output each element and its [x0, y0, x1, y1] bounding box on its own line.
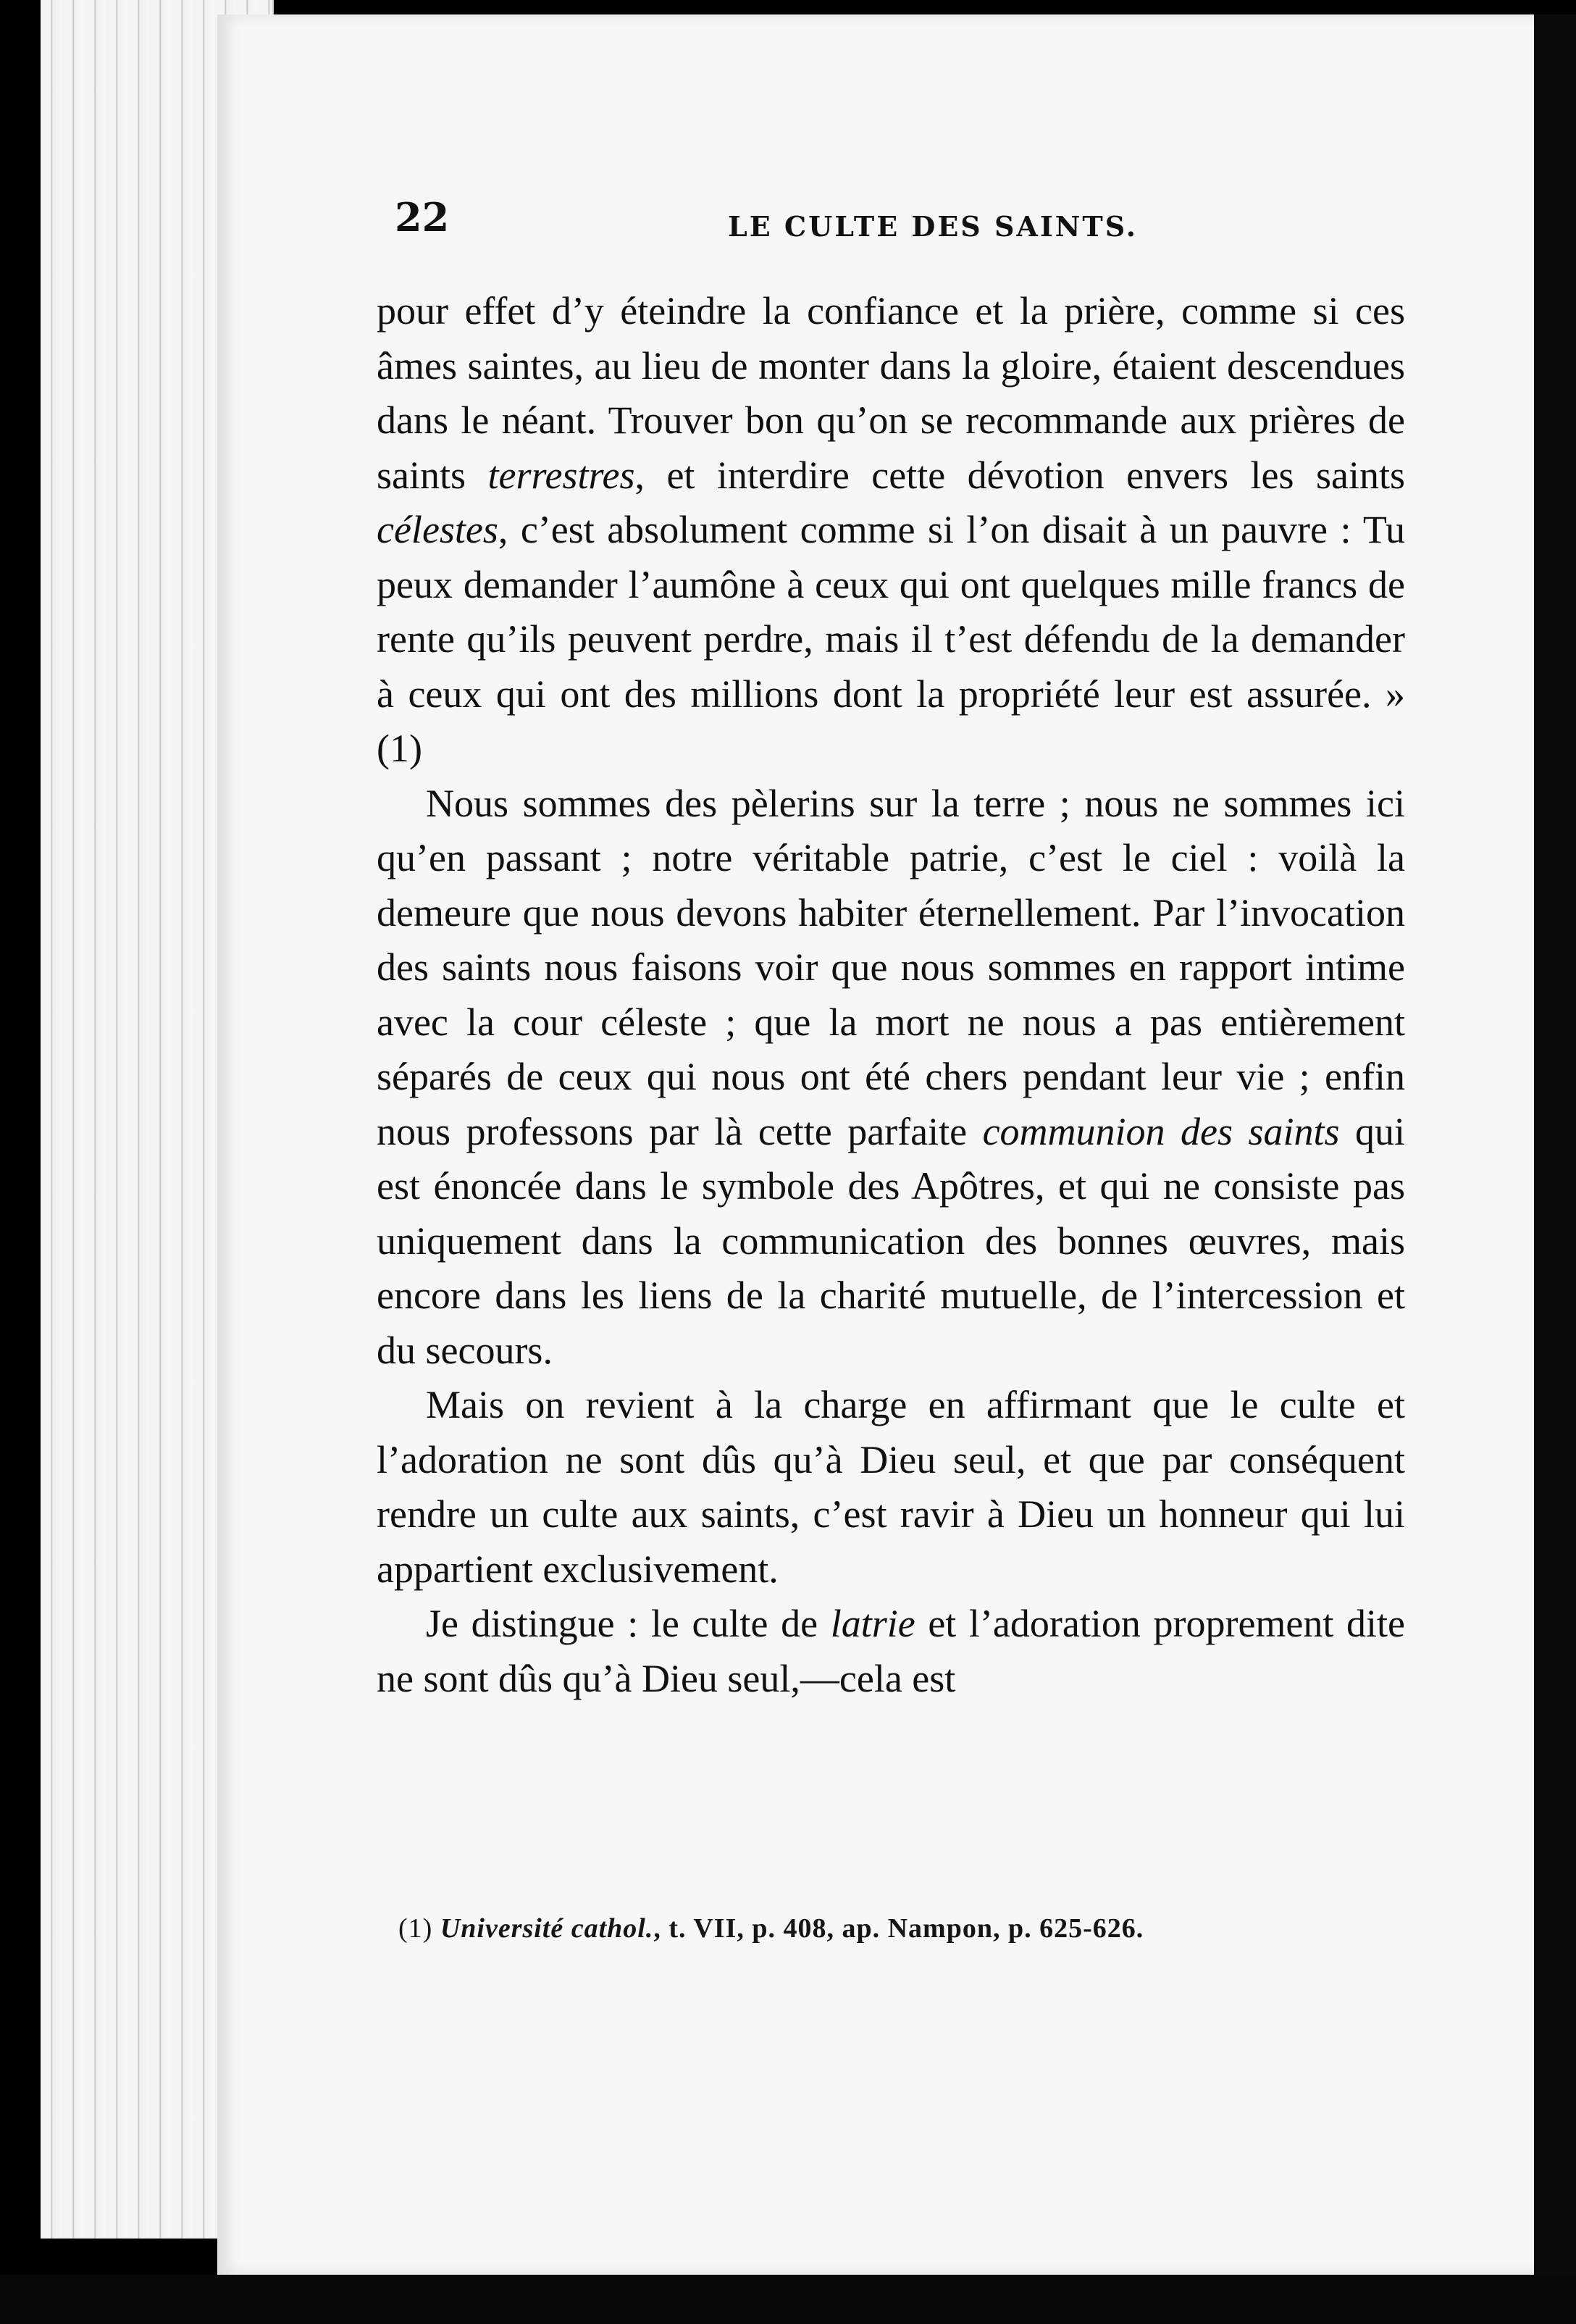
paragraph — [377, 1378, 1405, 1597]
italic-run: terrestres — [487, 453, 635, 497]
text-run: et l’adoration proprement dite ne sont dûs qu’à Dieu seul,—cela est — [377, 1602, 1405, 1700]
italic-run: célestes — [377, 508, 498, 551]
italic-run: latrie — [830, 1602, 915, 1645]
footnote-marker: (1) — [398, 1913, 433, 1944]
page-number: 22 — [395, 194, 450, 241]
paragraph — [377, 284, 1405, 777]
text-run: pour effet d’y éteindre la confiance et la prière, comme si ces âmes saintes, au lieu de monter dans la gloire, étaient descendues dans le néant. Trouver bon qu’on se recommande aux prières de saints — [377, 289, 1405, 497]
text-run: Nous sommes des pèlerins sur la terre ; nous ne sommes ici qu’en passant ; notre véritable patrie, c’est le ciel : voilà la demeure que nous devons habiter éternellement. Par l’invocation des saints nous faisons voir que nous sommes en rapport intime avec la cour céleste ; que la mort ne nous a pas entièrement séparés de ceux qui nous ont été chers pendant leur vie ; enfin nous professons par là cette parfaite — [377, 781, 1405, 1153]
text-run: , et interdire cette dévotion envers les saints — [634, 453, 1405, 497]
scan-border-bottom — [0, 2275, 1576, 2324]
italic-run: communion des saints — [982, 1109, 1340, 1153]
header-title: LE CULTE DES SAINTS. — [728, 210, 1139, 243]
running-head — [395, 194, 1401, 252]
footnote-source: Université cathol. — [440, 1913, 654, 1944]
body-text — [377, 284, 1405, 1706]
text-run: Je distingue : le culte de — [426, 1602, 831, 1645]
paragraph — [377, 1597, 1405, 1706]
scan-border-right — [1534, 14, 1576, 2324]
paragraph — [377, 777, 1405, 1379]
footnote-citation: , t. VII, p. 408, ap. Nampon, p. 625-626. — [653, 1913, 1144, 1944]
footnote — [398, 1913, 1412, 1944]
text-run: Mais on revient à la charge en affirmant que le culte et l’adoration ne sont dûs qu’à Dieu seul, et que par conséquent rendre un culte aux saints, c’est ravir à Dieu un honneur qui lui appartient exclusivement. — [377, 1383, 1405, 1591]
text-run: qui est énoncée dans le symbole des Apôtres, et qui ne consiste pas uniquement dans la communication des bonnes œuvres, mais encore dans les liens de la charité mutuelle, de l’intercession et du secours. — [377, 1109, 1405, 1372]
text-run: , c’est absolument comme si l’on disait à un pauvre : Tu peux demander l’aumône à ceux qui ont quelques mille francs de rente qu’ils peuvent perdre, mais il t’est défendu de la demander à ceux qui ont des millions dont la propriété leur est assurée. » (1) — [377, 508, 1405, 770]
